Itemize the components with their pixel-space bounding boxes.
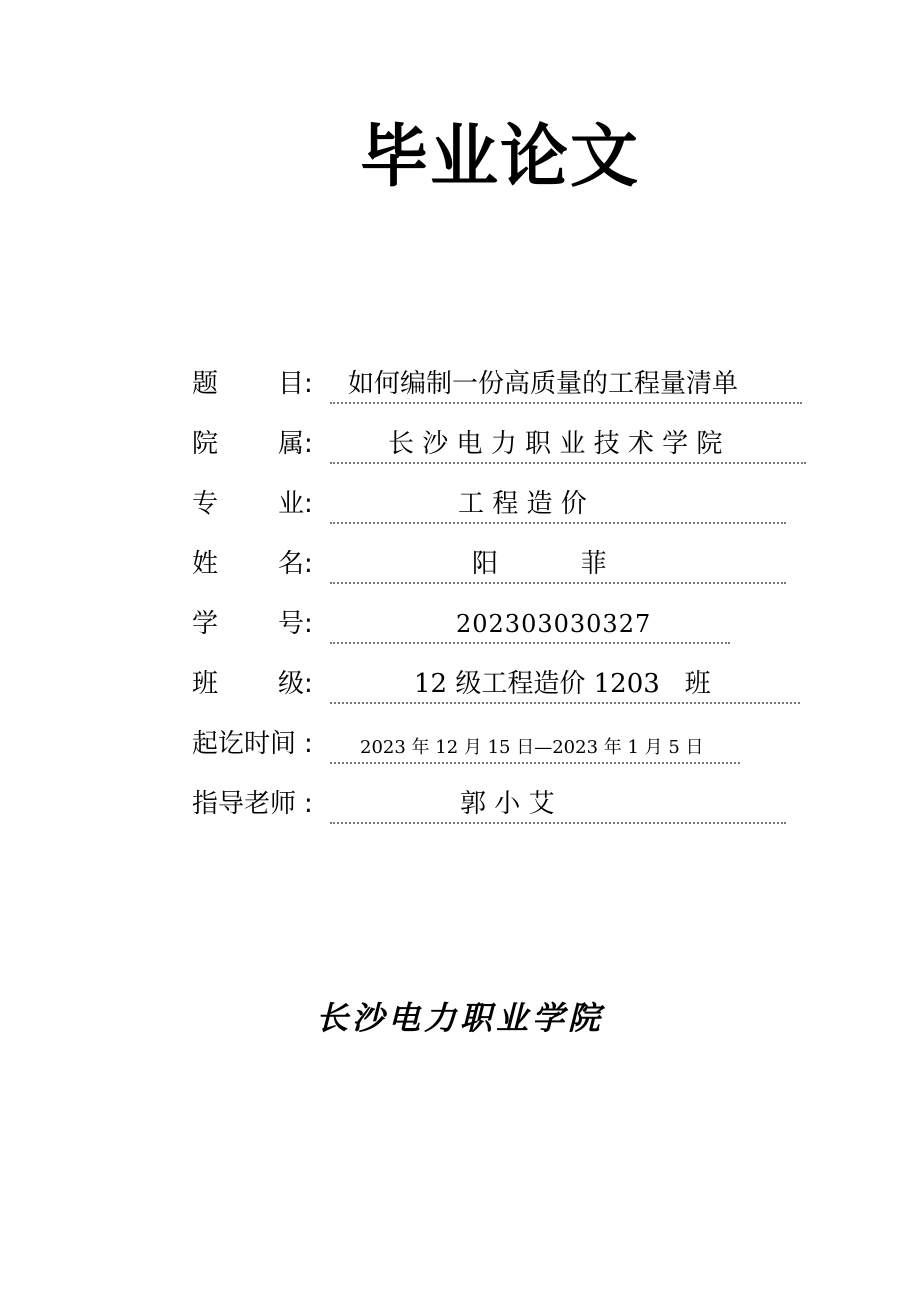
field-row-student-id — [192, 600, 812, 660]
label-char: 专 — [192, 489, 219, 519]
field-label-text — [192, 726, 304, 762]
underline — [330, 818, 786, 824]
label-char: 班 — [192, 669, 219, 699]
underline — [330, 758, 740, 764]
field-label — [192, 726, 318, 762]
label-colon: : — [304, 669, 313, 699]
institution-footer: 长沙电力职业学院 — [315, 999, 604, 1037]
label-char: 院 — [192, 429, 219, 459]
info-table — [192, 360, 812, 840]
field-label-text — [192, 546, 304, 582]
field-row-name — [192, 540, 812, 600]
label-char: 业 — [277, 489, 304, 519]
field-label — [192, 666, 318, 702]
underline — [330, 518, 786, 524]
field-row-major — [192, 480, 812, 540]
field-label — [192, 426, 318, 462]
label-colon: : — [304, 729, 313, 759]
label-colon: : — [304, 429, 313, 459]
label-text: 起讫时间 — [192, 729, 297, 759]
field-label — [192, 546, 318, 582]
label-char: 姓 — [192, 549, 219, 579]
field-label — [192, 606, 318, 642]
field-label-text — [192, 666, 304, 702]
underline — [330, 698, 800, 704]
field-label-text — [192, 606, 304, 642]
field-label — [192, 366, 318, 402]
field-value-name: 阳 菲 — [472, 549, 607, 579]
label-char: 题 — [192, 369, 219, 399]
field-label — [192, 486, 318, 522]
label-char: 学 — [192, 609, 219, 639]
underline — [330, 638, 730, 644]
field-value-major: 工 程 造 价 — [458, 489, 587, 519]
field-label-text — [192, 486, 304, 522]
field-value-student-id: 202303030327 — [456, 610, 652, 638]
field-label — [192, 786, 318, 822]
field-value-class: 12 级工程造价 1203 班 — [414, 669, 711, 699]
field-label-text — [192, 426, 304, 462]
underline — [330, 578, 786, 584]
label-char: 属 — [277, 429, 304, 459]
label-colon: : — [304, 489, 313, 519]
label-colon: : — [304, 789, 313, 819]
label-colon: : — [304, 549, 313, 579]
label-char: 号 — [277, 609, 304, 639]
label-char: 目 — [277, 369, 304, 399]
field-value-period: 2023 年 12 月 15 日—2023 年 1 月 5 日 — [360, 737, 704, 758]
field-row-period — [192, 720, 812, 780]
field-row-college — [192, 420, 812, 480]
label-colon: : — [304, 609, 313, 639]
label-char: 级 — [277, 669, 304, 699]
field-label-text — [192, 786, 304, 822]
page-title: 毕业论文 — [359, 118, 640, 197]
field-label-text — [192, 366, 304, 402]
underline — [330, 458, 806, 464]
field-value-title: 如何编制一份高质量的工程量清单 — [348, 369, 739, 399]
field-value-advisor: 郭 小 艾 — [460, 789, 555, 819]
label-colon: : — [304, 369, 313, 399]
underline — [330, 398, 802, 404]
field-row-class — [192, 660, 812, 720]
field-value-college: 长 沙 电 力 职 业 技 术 学 院 — [388, 429, 723, 459]
field-row-title — [192, 360, 812, 420]
label-text: 指导老师 — [192, 789, 297, 819]
field-row-advisor — [192, 780, 812, 840]
label-char: 名 — [277, 549, 304, 579]
